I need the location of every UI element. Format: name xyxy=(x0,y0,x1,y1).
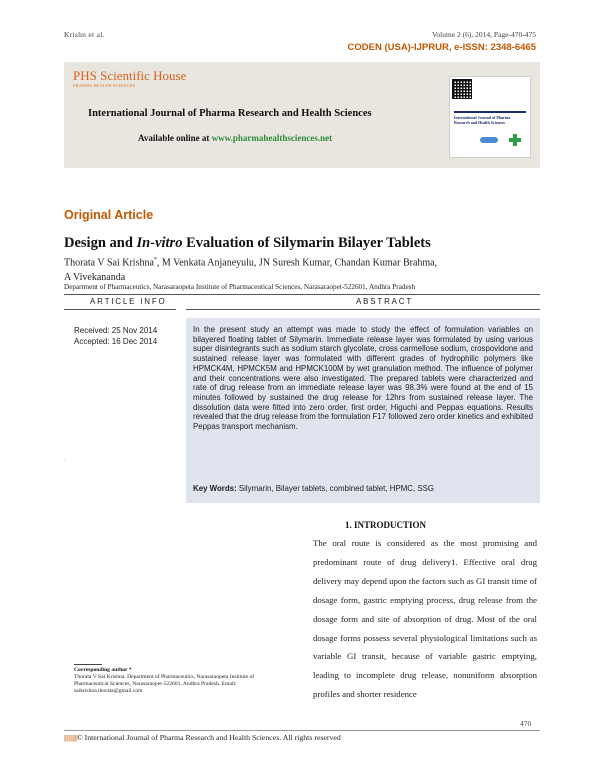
article-type: Original Article xyxy=(64,208,154,222)
copyright-text: © International Journal of Pharma Research and Health Sciences. All rights reserved xyxy=(76,733,341,742)
footer-marks: |||||||||||| xyxy=(64,733,77,742)
accepted-date: Accepted: 16 Dec 2014 xyxy=(74,337,158,346)
medical-cross-icon xyxy=(508,133,522,147)
received-date: Received: 25 Nov 2014 xyxy=(74,326,158,335)
footnote-rule xyxy=(74,664,102,665)
decorative-dot: . xyxy=(64,456,66,462)
co-authors: , M Venkata Anjaneyulu, JN Suresh Kumar, Chandan Kumar Brahma, xyxy=(156,257,438,269)
footer-divider xyxy=(64,730,540,731)
coden-issn: CODEN (USA)-IJPRUR, e-ISSN: 2348-6465 xyxy=(347,42,536,53)
co-authors-line2: A Vivekananda xyxy=(64,272,126,284)
abstract-label: ABSTRACT xyxy=(356,297,414,306)
available-online xyxy=(138,133,332,143)
title-italic: In-vitro xyxy=(136,235,183,251)
section-divider xyxy=(64,294,540,295)
corresponding-author-details: Thorata V Sai Krishna. Department of Pharmaceutics, Narasaraopeta Institute of Pharmaceutical Sciences, Narasaraopet-522601, Andhra Pradesh. Email: saikrishna.thorata@gmail.com xyxy=(74,674,255,694)
keywords-list: Silymarin, Bilayer tablets, combined tablet, HPMC, SSG xyxy=(236,484,435,493)
keywords-label: Key Words: xyxy=(193,484,237,493)
available-prefix: Available online at xyxy=(138,133,212,143)
corresponding-mark: * xyxy=(153,257,157,263)
qr-code-icon xyxy=(452,79,472,99)
abstract-text: In the present study an attempt was made to study the effect of formulation variables on bilayered floating tablet of Silymarin. Immediate release layer was formulated by using various super disintegrants such as sodium starch glycolate, cross carmellose sodium, crospovidone and sustained release layer was formulated with different grades of hydrophilic polymers like HPMCK4M, HPMCK5M and HPMCK100M by wet granulation method. The influence of polymer and their concentrations were also investigated. The prepared tablets were characterized and rate of drug release from an immediate release layer was 98.3% were found at the end of 15 minutes followed by sustained the drug release for 12hrs from sustained release layer. The dissolution data were fitted into zero order, first order, Higuchi and Peppas equations. Results revealed that the drug release from the formulation F17 followed zero order kinetics and exhibited Peppas transport mechanism. xyxy=(193,325,533,432)
introduction-heading: 1. INTRODUCTION xyxy=(345,520,427,530)
publisher-logo-text: PHS Scientific House xyxy=(73,68,187,83)
article-info-divider xyxy=(64,309,176,310)
corresponding-author-label: Corresponding author * xyxy=(74,667,132,673)
cover-title: International Journal of Pharma Research and Health Sciences xyxy=(454,115,511,125)
article-info-label: ARTICLE INFO xyxy=(90,297,167,306)
first-author: Thorata V Sai Krishna xyxy=(64,257,154,269)
running-author: Krishn et al. xyxy=(64,30,105,39)
volume-info: Volume 2 (6), 2014, Page-470-475 xyxy=(431,30,536,39)
capsule-icon xyxy=(480,137,498,143)
keywords xyxy=(193,484,533,493)
cover-divider xyxy=(454,111,526,113)
title-part-2: Evaluation of Silymarin Bilayer Tablets xyxy=(182,235,431,251)
abstract-divider xyxy=(186,309,540,310)
journal-website-link[interactable]: www.pharmahealthsciences.net xyxy=(211,133,333,143)
author-list xyxy=(64,253,544,285)
journal-name: International Journal of Pharma Research and Health Sciences xyxy=(88,108,372,119)
page-number: 470 xyxy=(520,719,532,728)
introduction-text: The oral route is considered as the most promising and predominant route of drug delivery1. Effective oral drug delivery may depend upon the factors such as GI transit time of dosage form, gastric emptying process, drug release from the dosage form and site of absorption of drug. Most of the oral dosage forms possess several physiological limitations such as variable GI transit, because of variable gastric emptying, leading to incomplete drug release, nonuniform absorption profiles and shorter residence xyxy=(313,538,537,700)
affiliation: Department of Pharmaceutics, Narasaraopeta Institute of Pharmaceutical Sciences, Narasaraopet-522601, Andhra Pradesh xyxy=(64,283,416,291)
article-title xyxy=(64,235,431,252)
footer-copyright xyxy=(64,733,341,742)
journal-cover-image xyxy=(449,76,531,158)
publisher-subtitle: PHARMA HEALTH SCIENCES xyxy=(73,83,136,88)
title-part-1: Design and xyxy=(64,235,137,251)
